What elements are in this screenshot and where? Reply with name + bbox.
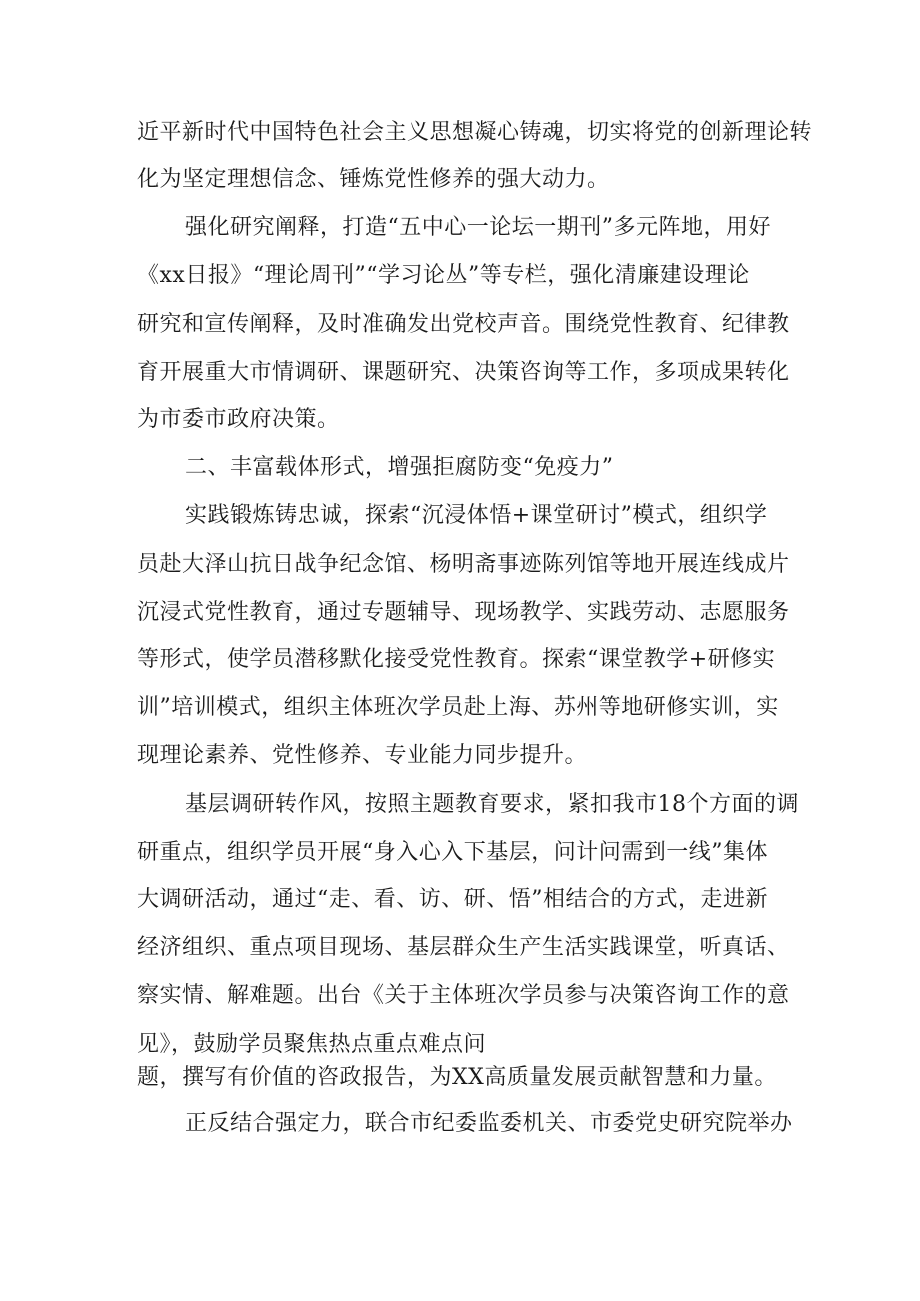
text-line: 研究和宣传阐释，及时准确发出党校声音。围绕党性教育、纪律教 <box>137 312 790 337</box>
text-line: 研重点，组织学员开展“身入心入下基层，问计问需到一线”集体 <box>137 840 768 865</box>
text-line: 实践锻炼铸忠诚，探索“沉浸体悟+课堂研讨”模式，组织学 <box>185 503 768 528</box>
text-line: 察实情、解难题。出台《关于主体班次学员参与决策咨询工作的意 <box>137 983 790 1008</box>
text-line: 题，撰写有价值的咨政报告，为XX高质量发展贡献智慧和力量。 <box>137 1065 777 1090</box>
text-line: 化为坚定理想信念、锤炼党性修养的强大动力。 <box>137 167 610 192</box>
text-line: 正反结合强定力，联合市纪委监委机关、市委党史研究院举办 <box>185 1111 793 1136</box>
text-line: 等形式，使学员潜移默化接受党性教育。探索“课堂教学+研修实 <box>137 647 776 672</box>
text-line: 现理论素养、党性修养、专业能力同步提升。 <box>137 743 588 768</box>
text-line: 育开展重大市情调研、课题研究、决策咨询等工作，多项成果转化 <box>137 360 790 385</box>
text-line: 见》，鼓励学员聚焦热点重点难点问 <box>137 1032 487 1057</box>
text-line: 大调研活动，通过“走、看、访、研、悟”相结合的方式，走进新 <box>137 887 768 912</box>
text-line: 《xx日报》“理论周刊”“学习论丛”等专栏，强化清廉建设理论 <box>137 263 750 288</box>
text-line: 为市委市政府决策。 <box>137 407 340 432</box>
text-line: 训”培训模式，组织主体班次学员赴上海、苏州等地研修实训，实 <box>137 695 779 720</box>
text-line: 强化研究阐释，打造“五中心一论坛一期刊”多元阵地，用好 <box>185 215 771 240</box>
text-line: 基层调研转作风，按照主题教育要求，紧扣我市18个方面的调 <box>185 792 799 817</box>
text-line: 经济组织、重点项目现场、基层群众生产生活实践课堂，听真话、 <box>137 935 790 960</box>
text-line: 员赴大泽山抗日战争纪念馆、杨明斋事迹陈列馆等地开展连线成片 <box>137 552 790 577</box>
text-line: 近平新时代中国特色社会主义思想凝心铸魂，切实将党的创新理论转 <box>137 120 813 145</box>
section-heading: 二、丰富载体形式，增强拒腐防变“免疫力” <box>185 455 614 480</box>
text-line: 沉浸式党性教育，通过专题辅导、现场教学、实践劳动、志愿服务 <box>137 600 790 625</box>
